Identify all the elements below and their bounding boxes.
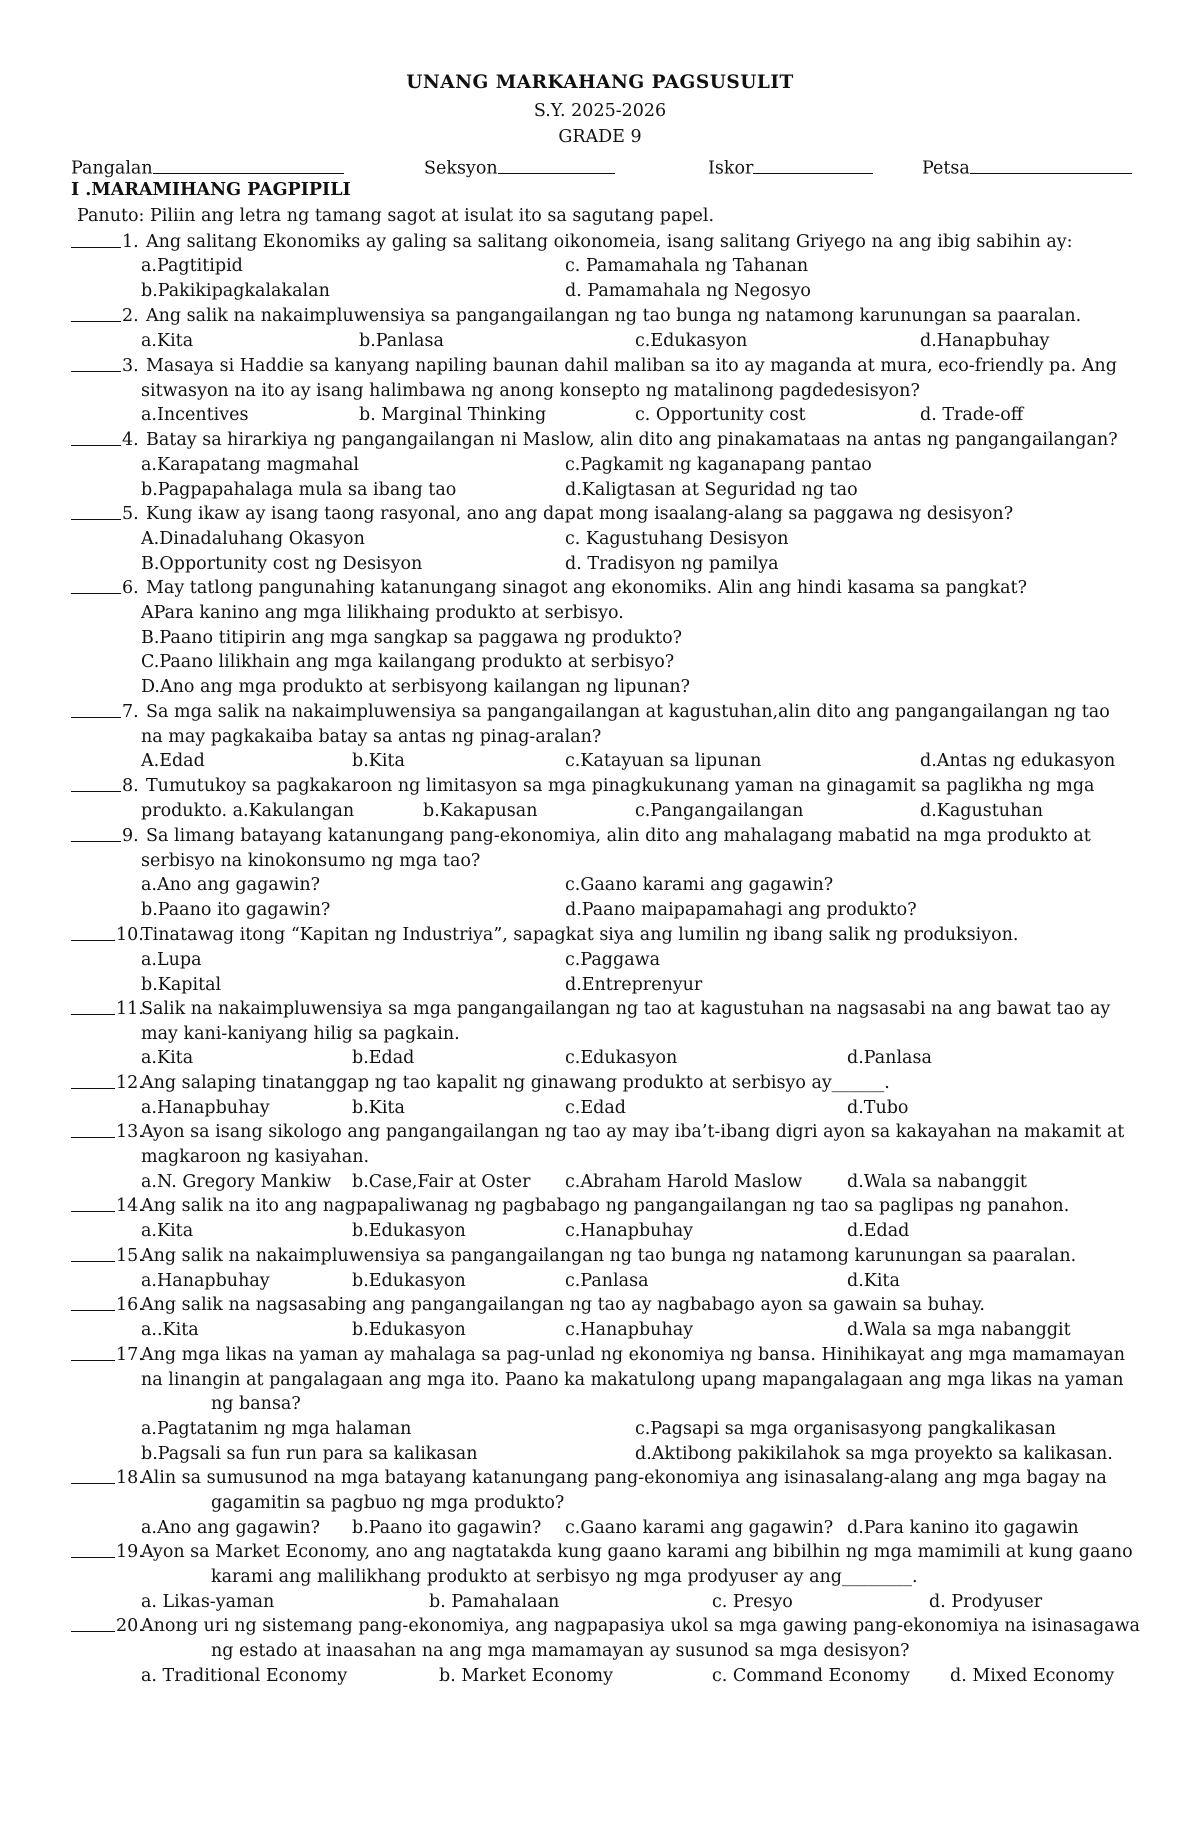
answer-option: c.Edukasyon [565, 1048, 678, 1068]
answer-option: c.Pagkamit ng kaganapang pantao [565, 455, 872, 475]
answer-option: d. Mixed Economy [950, 1666, 1115, 1686]
answer-option: C.Paano lilikhain ang mga kailangang produkto at serbisyo? [141, 652, 675, 673]
answer-option: c. Kagustuhang Desisyon [565, 529, 789, 549]
answer-option: b.Edad [352, 1048, 415, 1068]
answer-option: c. Command Economy [712, 1666, 910, 1686]
score-field [708, 156, 873, 179]
answer-option: b.Edukasyon [352, 1320, 466, 1340]
answer-blank[interactable] [71, 502, 121, 520]
question-text: Ang salik na nakaimpluwensiya sa pangangailangan ng tao bunga ng natamong karunungan sa paaralan. [146, 306, 1082, 326]
answer-option: d.Hanapbuhay [920, 331, 1050, 351]
answer-option: c.Paggawa [565, 950, 661, 970]
answer-option: c.Hanapbuhay [565, 1221, 694, 1241]
question-text: karami ang malilikhang produkto at serbisyo ng mga prodyuser ay ang________. [211, 1566, 918, 1587]
question-text: Ang mga likas na yaman ay mahalaga sa pag-unlad ng ekonomiya ng bansa. Hinihikayat ang mga mamamayan [141, 1345, 1125, 1365]
section-blank[interactable] [498, 156, 615, 174]
answer-option: b.Pagpapahalaga mula sa ibang tao [141, 479, 457, 500]
answer-option: d.Edad [847, 1221, 910, 1241]
question-text: Salik na nakaimpluwensiya sa mga pangangailangan ng tao at kagustuhan na nagsasabi na ang bawat tao ay [141, 999, 1111, 1019]
answer-option: b.Pagsali sa fun run para sa kalikasan [141, 1443, 478, 1464]
answer-option: d.Kaligtasan at Seguridad ng tao [565, 479, 858, 500]
answer-option: d.Kita [847, 1271, 900, 1291]
answer-option: a.Hanapbuhay [141, 1098, 270, 1118]
question-text: Tumutukoy sa pagkakaroon ng limitasyon sa mga pinagkukunang yaman na ginagamit sa paglikha ng mga [146, 776, 1095, 796]
question-number: 4. [122, 430, 139, 450]
answer-blank[interactable] [71, 1540, 115, 1558]
answer-option: produkto. a.Kakulangan [141, 801, 355, 821]
answer-option: c.Abraham Harold Maslow [565, 1172, 803, 1192]
answer-option: d. Pamamahala ng Negosyo [565, 280, 811, 301]
question-number: 13. [116, 1122, 144, 1142]
answer-option: d.Tubo [847, 1098, 909, 1118]
answer-blank[interactable] [71, 1120, 115, 1138]
question-number: 19. [116, 1542, 144, 1562]
question-number: 14. [116, 1196, 144, 1216]
answer-option: a.Ano ang gagawin? [141, 875, 320, 895]
answer-blank[interactable] [71, 1244, 115, 1262]
question-text: Ayon sa isang sikologo ang pangangailangan ng tao ay may iba’t-ibang digri ayon sa kakayahan na makamit at [141, 1122, 1125, 1142]
answer-option: b.Kapital [141, 974, 222, 995]
answer-option: c.Katayuan sa lipunan [565, 751, 762, 771]
answer-option: c.Gaano karami ang gagawin? [565, 1518, 834, 1538]
answer-option: a.Kita [141, 1048, 194, 1068]
answer-option: c. Presyo [712, 1592, 793, 1612]
answer-blank[interactable] [71, 1194, 115, 1212]
grade-level: GRADE 9 [558, 127, 642, 147]
name-blank[interactable] [153, 156, 344, 174]
answer-option: d. Tradisyon ng pamilya [565, 553, 779, 574]
answer-option: a.Ano ang gagawin? [141, 1518, 320, 1538]
answer-option: a. Traditional Economy [141, 1666, 348, 1686]
answer-option: b.Pakikipagkalakalan [141, 280, 330, 301]
answer-option: d.Aktibong pakikilahok sa mga proyekto sa kalikasan. [635, 1443, 1113, 1464]
question-number: 17. [116, 1345, 144, 1365]
answer-blank[interactable] [71, 576, 121, 594]
answer-option: d.Wala sa mga nabanggit [847, 1320, 1071, 1340]
answer-option: B.Opportunity cost ng Desisyon [141, 553, 423, 574]
question-number: 18. [116, 1468, 144, 1488]
answer-option: A.Dinadaluhang Okasyon [141, 529, 365, 549]
answer-blank[interactable] [71, 428, 121, 446]
name-label: Pangalan [71, 158, 153, 179]
question-number: 9. [122, 826, 139, 846]
answer-blank[interactable] [71, 923, 115, 941]
answer-option: b.Panlasa [359, 331, 444, 351]
answer-option: a. Likas-yaman [141, 1592, 275, 1612]
question-text: Tinatawag itong “Kapitan ng Industriya”, sapagkat siya ang lumilin ng ibang salik ng produksiyon. [141, 925, 1019, 945]
answer-option: c. Opportunity cost [635, 405, 806, 425]
question-text: Kung ikaw ay isang taong rasyonal, ano ang dapat mong isaalang-alang sa paggawa ng desisyon? [146, 504, 1014, 524]
question-number: 11. [116, 999, 144, 1019]
answer-option: c.Pangangailangan [635, 801, 804, 821]
question-text: Ayon sa Market Economy, ano ang nagtatakda kung gaano karami ang bibilhin ng mga mamimili at kung gaano [141, 1542, 1133, 1562]
question-text: Anong uri ng sistemang pang-ekonomiya, ang nagpapasiya ukol sa mga gawing pang-ekonomiya na isinasagawa [141, 1616, 1140, 1636]
answer-option: b.Kita [352, 751, 405, 771]
answer-option: b. Marginal Thinking [359, 405, 547, 425]
answer-option: d.Entreprenyur [565, 974, 703, 995]
answer-option: a..Kita [141, 1320, 199, 1340]
answer-blank[interactable] [71, 1614, 115, 1632]
answer-option: A.Edad [141, 751, 205, 771]
score-blank[interactable] [753, 156, 873, 174]
question-number: 6. [122, 578, 139, 598]
answer-blank[interactable] [71, 824, 121, 842]
answer-blank[interactable] [71, 1293, 115, 1311]
answer-blank[interactable] [71, 700, 121, 718]
question-text: Ang salaping tinatanggap ng tao kapalit ng ginawang produkto at serbisyo ay______. [141, 1073, 890, 1093]
question-number: 16. [116, 1295, 144, 1315]
answer-blank[interactable] [71, 774, 121, 792]
answer-option: b.Paano ito gagawin? [352, 1518, 542, 1538]
answer-option: a.N. Gregory Mankiw [141, 1172, 332, 1192]
answer-option: a.Pagtatanim ng mga halaman [141, 1419, 412, 1439]
answer-option: c.Edukasyon [635, 331, 748, 351]
section-field [424, 156, 615, 179]
answer-option: c.Gaano karami ang gagawin? [565, 875, 834, 895]
answer-option: a.Kita [141, 331, 194, 351]
question-text: serbisyo na kinokonsumo ng mga tao? [141, 850, 481, 871]
question-number: 8. [122, 776, 139, 796]
answer-option: b.Case,Fair at Oster [352, 1172, 531, 1192]
answer-option: b.Edukasyon [352, 1271, 466, 1291]
question-number: 2. [122, 306, 139, 326]
answer-option: a.Kita [141, 1221, 194, 1241]
answer-option: d.Paano maipapamahagi ang produkto? [565, 899, 917, 920]
answer-option: b.Kakapusan [423, 801, 538, 821]
question-text: may kani-kaniyang hilig sa pagkain. [141, 1023, 460, 1044]
answer-option: c.Panlasa [565, 1271, 649, 1291]
question-number: 20. [116, 1616, 144, 1636]
question-number: 5. [122, 504, 139, 524]
answer-option: b.Edukasyon [352, 1221, 466, 1241]
question-text: Ang salitang Ekonomiks ay galing sa salitang oikonomeia, isang salitang Griyego na ang ibig sabihin ay: [146, 232, 1073, 252]
answer-option: d.Para kanino ito gagawin [847, 1518, 1079, 1538]
question-text: ng estado at inaasahan na ang mga mamamayan ay susunod sa mga desisyon? [211, 1640, 910, 1661]
question-number: 1. [122, 232, 139, 252]
question-text: Batay sa hirarkiya ng pangangailangan ni Maslow, alin dito ang pinakamataas na antas ng pangangailangan? [146, 430, 1118, 450]
answer-option: c.Pagsapi sa mga organisasyong pangkalikasan [635, 1419, 1056, 1439]
answer-option: b.Paano ito gagawin? [141, 899, 331, 920]
name-field [71, 156, 344, 179]
exam-title: UNANG MARKAHANG PAGSUSULIT [406, 72, 794, 93]
answer-option: b. Market Economy [439, 1666, 614, 1686]
answer-option: b.Kita [352, 1098, 405, 1118]
answer-option: a.Karapatang magmahal [141, 455, 359, 475]
question-number: 3. [122, 356, 139, 376]
answer-blank[interactable] [71, 354, 121, 372]
question-text: Ang salik na ito ang nagpapaliwanag ng pagbabago ng pangangailangan ng tao sa paglipas ng panahon. [141, 1196, 1070, 1216]
question-text: na may pagkakaiba batay sa antas ng pinag-aralan? [141, 726, 602, 747]
answer-option: c.Hanapbuhay [565, 1320, 694, 1340]
question-text: ng bansa? [211, 1394, 301, 1415]
question-number: 10. [116, 925, 144, 945]
answer-blank[interactable] [71, 1071, 115, 1089]
answer-option: b. Pamahalaan [429, 1592, 560, 1612]
date-label: Petsa [922, 158, 970, 179]
date-field [922, 156, 1132, 179]
answer-blank[interactable] [71, 997, 115, 1015]
date-blank[interactable] [970, 156, 1132, 174]
answer-option: d. Trade-off [920, 405, 1024, 425]
instructions: Panuto: Piliin ang letra ng tamang sagot at isulat ito sa sagutang papel. [77, 206, 715, 226]
answer-option: d.Antas ng edukasyon [920, 751, 1116, 771]
question-text: May tatlong pangunahing katanungang sinagot ang ekonomiks. Alin ang hindi kasama sa pangkat? [146, 578, 1027, 598]
question-text: na linangin at pangalagaan ang mga ito. Paano ka makatulong upang mapangalagaan ang mga likas na yaman [141, 1369, 1124, 1390]
answer-blank[interactable] [71, 230, 121, 248]
question-text: sitwasyon na ito ay isang halimbawa ng anong konsepto ng matalinong pagdedesisyon? [141, 380, 920, 401]
question-text: Sa mga salik na nakaimpluwensiya sa pangangailangan at kagustuhan,alin dito ang pangangailangan ng tao [146, 702, 1110, 722]
question-number: 12. [116, 1073, 144, 1093]
answer-blank[interactable] [71, 1466, 115, 1484]
question-text: Masaya si Haddie sa kanyang napiling baunan dahil maliban sa ito ay maganda at mura, eco-friendly pa. Ang [146, 356, 1117, 376]
answer-option: d.Wala sa nabanggit [847, 1172, 1027, 1192]
answer-option: c. Pamamahala ng Tahanan [565, 256, 809, 276]
section-label: Seksyon [424, 158, 498, 179]
answer-option: APara kanino ang mga lilikhaing produkto at serbisyo. [141, 603, 624, 623]
question-text: gagamitin sa pagbuo ng mga produkto? [211, 1492, 565, 1513]
school-year: S.Y. 2025-2026 [533, 101, 667, 121]
question-text: Ang salik na nakaimpluwensiya sa pangangailangan ng tao bunga ng natamong karunungan sa paaralan. [141, 1246, 1077, 1266]
answer-option: c.Edad [565, 1098, 626, 1118]
answer-option: a.Hanapbuhay [141, 1271, 270, 1291]
answer-option: a.Pagtitipid [141, 256, 243, 276]
answer-option: d. Prodyuser [929, 1592, 1043, 1612]
answer-option: a.Incentives [141, 405, 249, 425]
answer-option: D.Ano ang mga produkto at serbisyong kailangan ng lipunan? [141, 677, 690, 698]
answer-option: d.Kagustuhan [920, 801, 1044, 821]
answer-option: B.Paano titipirin ang mga sangkap sa paggawa ng produkto? [141, 627, 683, 648]
question-text: Sa limang batayang katanungang pang-ekonomiya, alin dito ang mahalagang mabatid na mga produkto at [146, 826, 1091, 846]
question-text: Ang salik na nagsasabing ang pangangailangan ng tao ay nagbabago ayon sa gawain sa buhay. [141, 1295, 985, 1315]
question-number: 15. [116, 1246, 144, 1266]
answer-option: a.Lupa [141, 950, 202, 970]
question-text: magkaroon ng kasiyahan. [141, 1146, 370, 1167]
question-text: Alin sa sumusunod na mga batayang katanungang pang-ekonomiya ang isinasalang-alang ang mga bagay na [141, 1468, 1107, 1488]
section-heading: I .MARAMIHANG PAGPIPILI [71, 180, 351, 200]
question-number: 7. [122, 702, 139, 722]
answer-option: d.Panlasa [847, 1048, 932, 1068]
answer-blank[interactable] [71, 304, 121, 322]
answer-blank[interactable] [71, 1343, 115, 1361]
score-label: Iskor [708, 158, 754, 179]
